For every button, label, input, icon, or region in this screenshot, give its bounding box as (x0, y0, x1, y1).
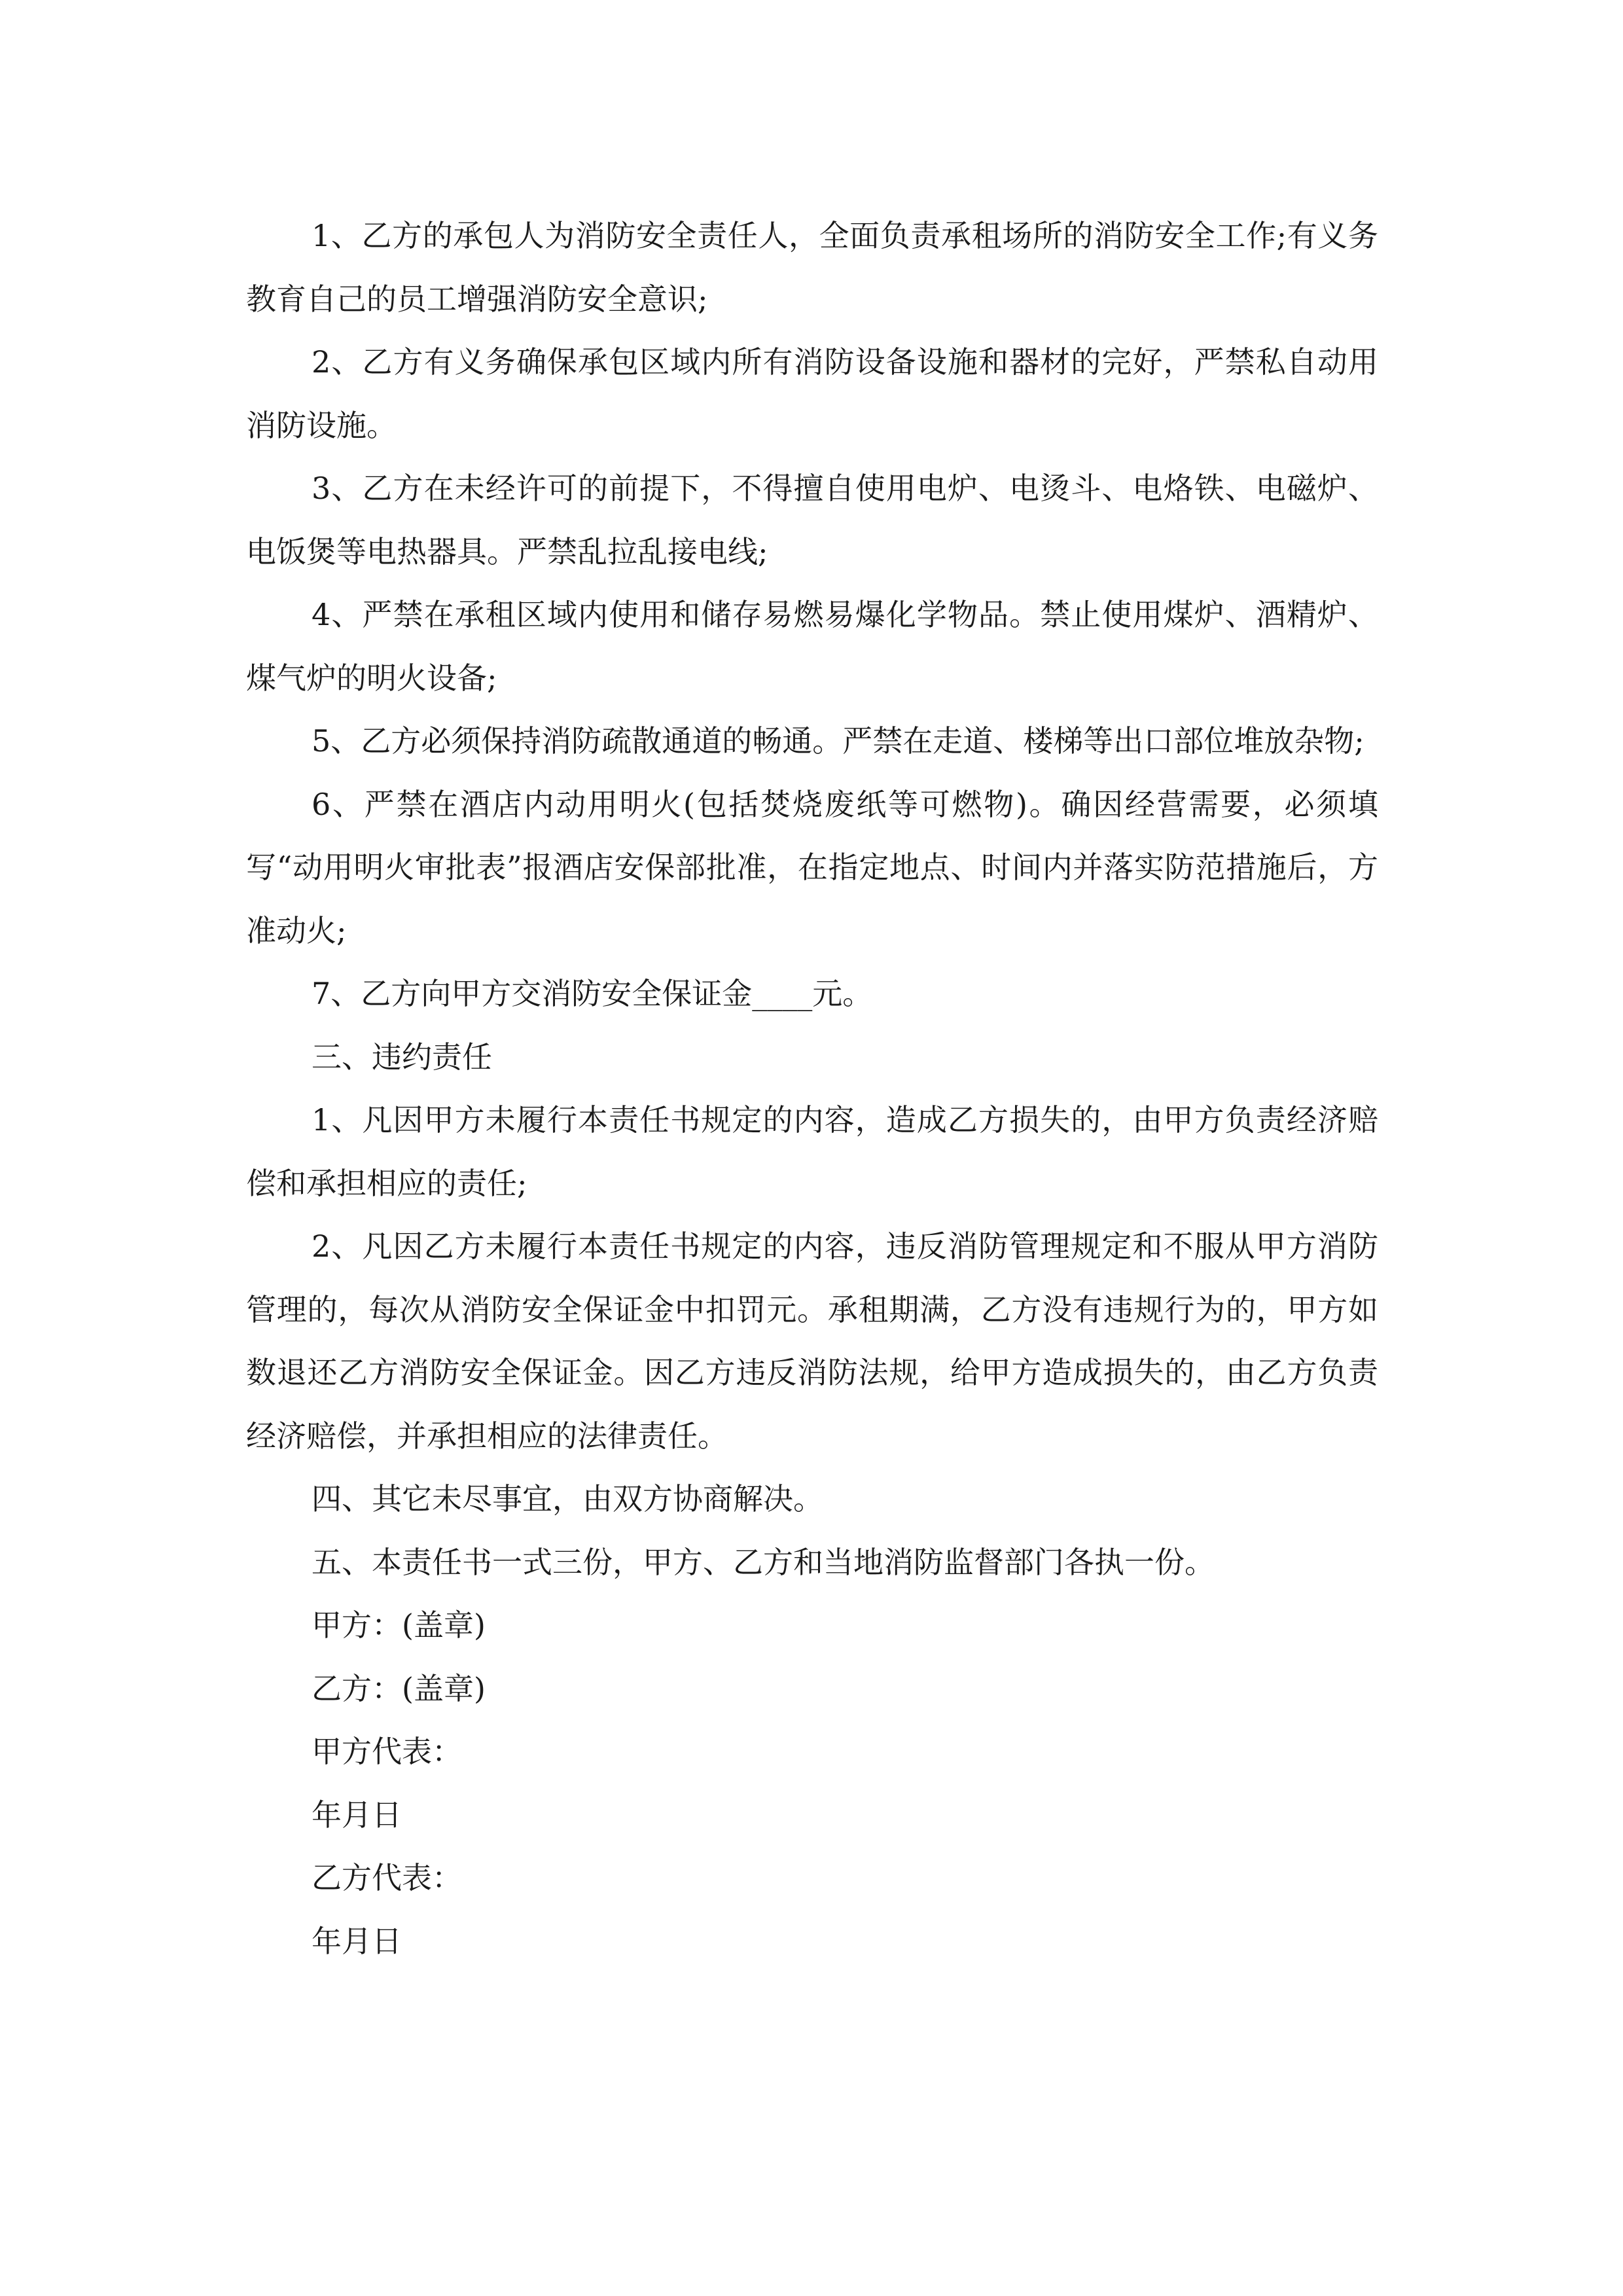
section-3-clause-2: 2、凡因乙方未履行本责任书规定的内容，违反消防管理规定和不服从甲方消防管理的，每次从消防安全保证金中扣罚元。承租期满，乙方没有违规行为的，甲方如数退还乙方消防安全保证金。因乙方违反消防法规，给甲方造成损失的，由乙方负责经济赔偿，并承担相应的法律责任。 (246, 1229, 1378, 1454)
section-3-title: 三、违约责任 (312, 1039, 492, 1075)
party-b-seal: 乙方：(盖章) (312, 1670, 486, 1706)
clause-6: 6、严禁在酒店内动用明火(包括焚烧废纸等可燃物)。确因经营需要，必须填写“动用明火审批表”报酒店安保部批准，在指定地点、时间内并落实防范措施后，方准动火; (246, 786, 1378, 948)
party-a-representative: 甲方代表： (312, 1734, 462, 1769)
party-a-seal: 甲方：(盖章) (312, 1607, 486, 1643)
clause-1: 1、乙方的承包人为消防安全责任人，全面负责承租场所的消防安全工作;有义务教育自己的员工增强消防安全意识; (246, 218, 1378, 317)
date-a: 年月日 (312, 1797, 402, 1833)
clause-5: 5、乙方必须保持消防疏散通道的畅通。严禁在走道、楼梯等出口部位堆放杂物; (312, 723, 1364, 759)
document-page (246, 204, 1378, 1973)
date-b: 年月日 (312, 1923, 402, 1959)
clause-4: 4、严禁在承租区域内使用和储存易燃易爆化学物品。禁止使用煤炉、酒精炉、煤气炉的明火设备; (246, 597, 1378, 696)
clause-3: 3、乙方在未经许可的前提下，不得擅自使用电炉、电烫斗、电烙铁、电磁炉、电饭煲等电热器具。严禁乱拉乱接电线; (246, 471, 1378, 569)
section-5: 五、本责任书一式三份，甲方、乙方和当地消防监督部门各执一份。 (312, 1544, 1215, 1580)
section-3-clause-1: 1、凡因甲方未履行本责任书规定的内容，造成乙方损失的，由甲方负责经济赔偿和承担相应的责任; (246, 1102, 1378, 1201)
clause-7: 7、乙方向甲方交消防安全保证金____元。 (312, 976, 873, 1011)
section-4: 四、其它未尽事宜，由双方协商解决。 (312, 1481, 823, 1516)
party-b-representative: 乙方代表： (312, 1860, 462, 1895)
clause-2: 2、乙方有义务确保承包区域内所有消防设备设施和器材的完好，严禁私自动用消防设施。 (246, 344, 1378, 443)
